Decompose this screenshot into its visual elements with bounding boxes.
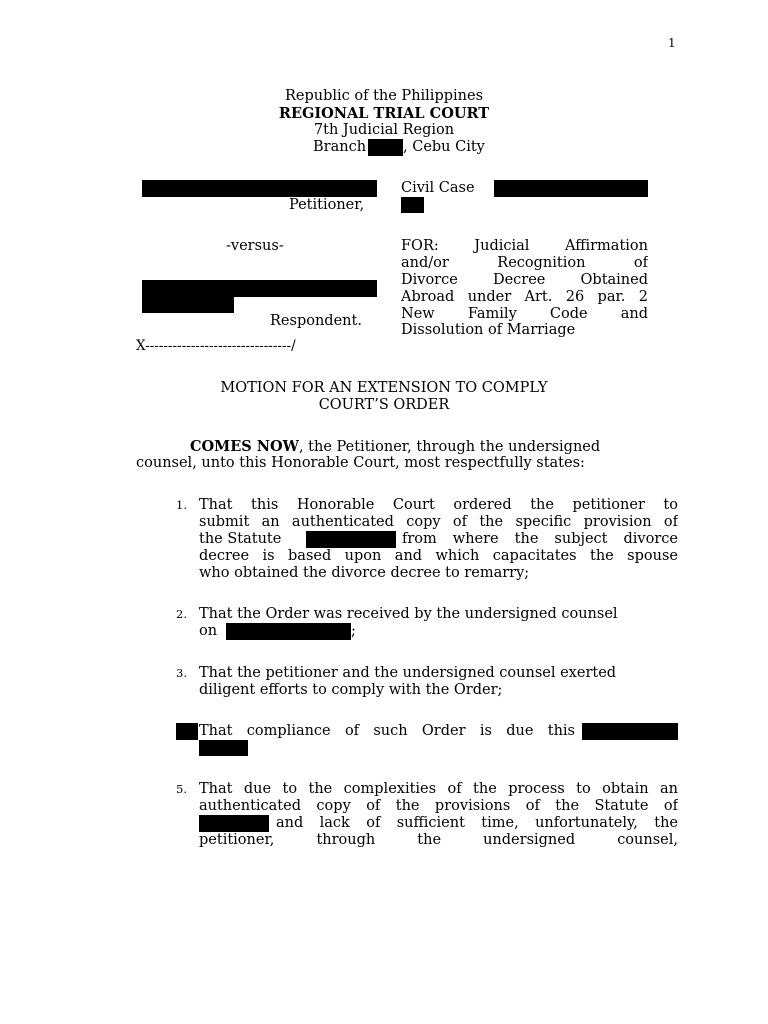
redaction-case-number-1 — [494, 180, 648, 197]
for-line-5: New Family Code and — [401, 306, 648, 322]
redaction-statute-country — [306, 531, 396, 548]
petitioner-label: Petitioner, — [289, 197, 365, 213]
intro-line-1-rest: , the Petitioner, through the undersigned — [298, 439, 601, 455]
item-2-number: 2. — [176, 607, 187, 621]
redaction-statute-country-2 — [199, 815, 269, 832]
item-5-line-1: That due to the complexities of the process to obtain an — [199, 781, 678, 797]
for-line-3: Divorce Decree Obtained — [401, 272, 648, 288]
versus-label: -versus- — [226, 238, 284, 254]
header-court: REGIONAL TRIAL COURT — [278, 105, 490, 122]
intro-line-2: counsel, unto this Honorable Court, most respectfully states: — [136, 455, 585, 471]
intro-line-1 — [190, 438, 600, 455]
header-region: 7th Judicial Region — [313, 122, 455, 138]
for-line-6: Dissolution of Marriage — [401, 322, 576, 338]
redaction-due-date-1 — [582, 723, 678, 740]
motion-title-line-1: MOTION FOR AN EXTENSION TO COMPLY — [220, 380, 548, 396]
for-line-2: and/or Recognition of — [401, 255, 648, 271]
item-1-line-1: That this Honorable Court ordered the petitioner to — [199, 497, 678, 513]
item-2-line-1: That the Order was received by the undersigned counsel — [199, 606, 618, 622]
item-1-line-5: who obtained the divorce decree to remarry; — [199, 565, 530, 581]
item-1-line-2: submit an authenticated copy of the specific provision of — [199, 514, 678, 530]
header-republic: Republic of the Philippines — [284, 88, 484, 104]
redaction-petitioner-name — [142, 180, 377, 197]
item-2-line-2b: ; — [351, 623, 356, 639]
item-2-line-2a: on — [199, 623, 218, 639]
item-1-line-4: decree is based upon and which capacitates the spouse — [199, 548, 678, 564]
item-3-line-1: That the petitioner and the undersigned counsel exerted — [199, 665, 617, 681]
for-line-1: FOR: Judicial Affirmation — [401, 238, 648, 254]
motion-title-line-2: COURT’S ORDER — [318, 397, 450, 413]
for-line-4: Abroad under Art. 26 par. 2 — [401, 289, 648, 305]
item-3-number: 3. — [176, 666, 187, 680]
redaction-item-4-number — [176, 723, 198, 740]
redaction-due-date-2 — [199, 740, 248, 756]
comes-now: COMES NOW — [190, 438, 299, 455]
item-5-line-4: petitioner, through the undersigned counsel, — [199, 832, 678, 848]
redaction-respondent-name-2 — [142, 297, 234, 313]
item-1-number: 1. — [176, 498, 187, 512]
caption-separator: X--------------------------------/ — [136, 338, 296, 354]
header-branch-prefix: Branch — [313, 139, 367, 155]
item-5-number: 5. — [176, 782, 187, 796]
redaction-case-number-2 — [401, 197, 424, 213]
item-1-line-3b: from where the subject divorce — [402, 531, 678, 547]
item-5-line-3: and lack of sufficient time, unfortunately, the — [276, 815, 678, 831]
respondent-label: Respondent. — [270, 313, 362, 329]
page-number: 1 — [668, 36, 676, 50]
header-branch-suffix: , Cebu City — [403, 139, 485, 155]
civil-case-label: Civil Case — [401, 180, 475, 196]
item-3-line-2: diligent efforts to comply with the Order; — [199, 682, 503, 698]
item-5-line-2: authenticated copy of the provisions of the Statute of — [199, 798, 678, 814]
redaction-received-date — [226, 623, 351, 640]
redaction-branch-number — [368, 139, 403, 156]
item-4-line-1: That compliance of such Order is due this — [199, 723, 575, 739]
item-1-line-3a: the Statute — [199, 531, 282, 547]
redaction-respondent-name-1 — [142, 280, 377, 297]
